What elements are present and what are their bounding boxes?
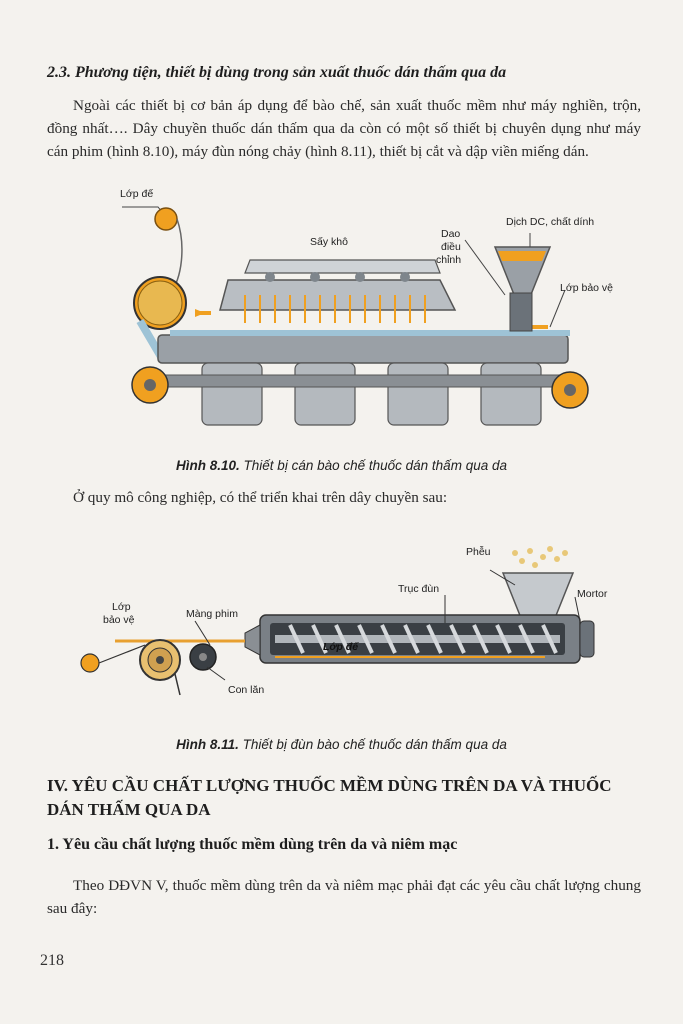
conveyor-belt — [158, 335, 568, 363]
caption-810-number: Hình 8.10. — [176, 458, 240, 473]
figure-8-11-caption — [0, 737, 683, 752]
label-base-layer: Lớp đế — [120, 188, 154, 200]
protective-roll — [81, 654, 99, 672]
caption-811-number: Hình 8.11. — [176, 737, 239, 752]
label-motor: Mortor — [577, 588, 608, 600]
final-paragraph: Theo DĐVN V, thuốc mềm dùng trên da và niêm mạc phải đạt các yêu cầu chất lượng chung sau đây: — [47, 877, 641, 917]
transition-paragraph: Ở quy mô công nghiệp, có thể triển khai trên dây chuyền sau: — [73, 489, 448, 506]
label-protective-layer-1: Lớp — [112, 601, 131, 613]
label-protective-layer-2: bảo vệ — [103, 614, 135, 626]
caption-811-text: Thiết bị đùn bào chế thuốc dán thấm qua da — [238, 737, 507, 752]
label-roller: Con lăn — [228, 684, 265, 696]
label-protective-layer: Lớp bảo vệ — [560, 282, 614, 294]
label-drying: Sấy khô — [310, 236, 348, 248]
page-number: 218 — [40, 952, 64, 969]
label-base-layer-extruder: Lớp đế — [323, 641, 359, 653]
label-dc-solution: Dịch DC, chất dính — [506, 216, 595, 228]
heading-subsection-1: 1. Yêu cầu chất lượng thuốc mềm dùng trên da và niêm mạc — [47, 836, 458, 853]
figure-8-10-caption — [0, 458, 683, 473]
label-film: Màng phim — [186, 608, 238, 620]
intro-paragraph: Ngoài các thiết bị cơ bản áp dụng để bào chế, sản xuất thuốc mềm như máy nghiền, trộn, đồng nhất…. Dây chuyền thuốc dán thấm qua da còn có một số thiết bị chuyên dụng như máy cán phim (hình 8.10), máy đùn nóng chảy (hình 8.11), thiết bị cắt và dập viền miếng dán. — [47, 97, 641, 160]
caption-810-text: Thiết bị cán bào chế thuốc dán thấm qua da — [239, 458, 507, 473]
section-title: 2.3. Phương tiện, thiết bị dùng trong sản xuất thuốc dán thấm qua da — [47, 64, 507, 81]
label-knife-2: điều — [441, 241, 461, 253]
base-roll-small — [155, 208, 177, 230]
label-knife-3: chỉnh — [436, 254, 462, 266]
figure-8-11-diagram — [75, 545, 595, 705]
heading-section-iv: IV. YÊU CẦU CHẤT LƯỢNG THUỐC MỀM DÙNG TRÊN DA VÀ THUỐC DÁN THẤM QUA DA — [47, 776, 612, 819]
label-screw: Trục đùn — [398, 583, 440, 595]
dryer-hood — [220, 280, 455, 310]
label-knife-1: Dao — [441, 228, 461, 240]
label-hopper: Phễu — [466, 546, 491, 558]
